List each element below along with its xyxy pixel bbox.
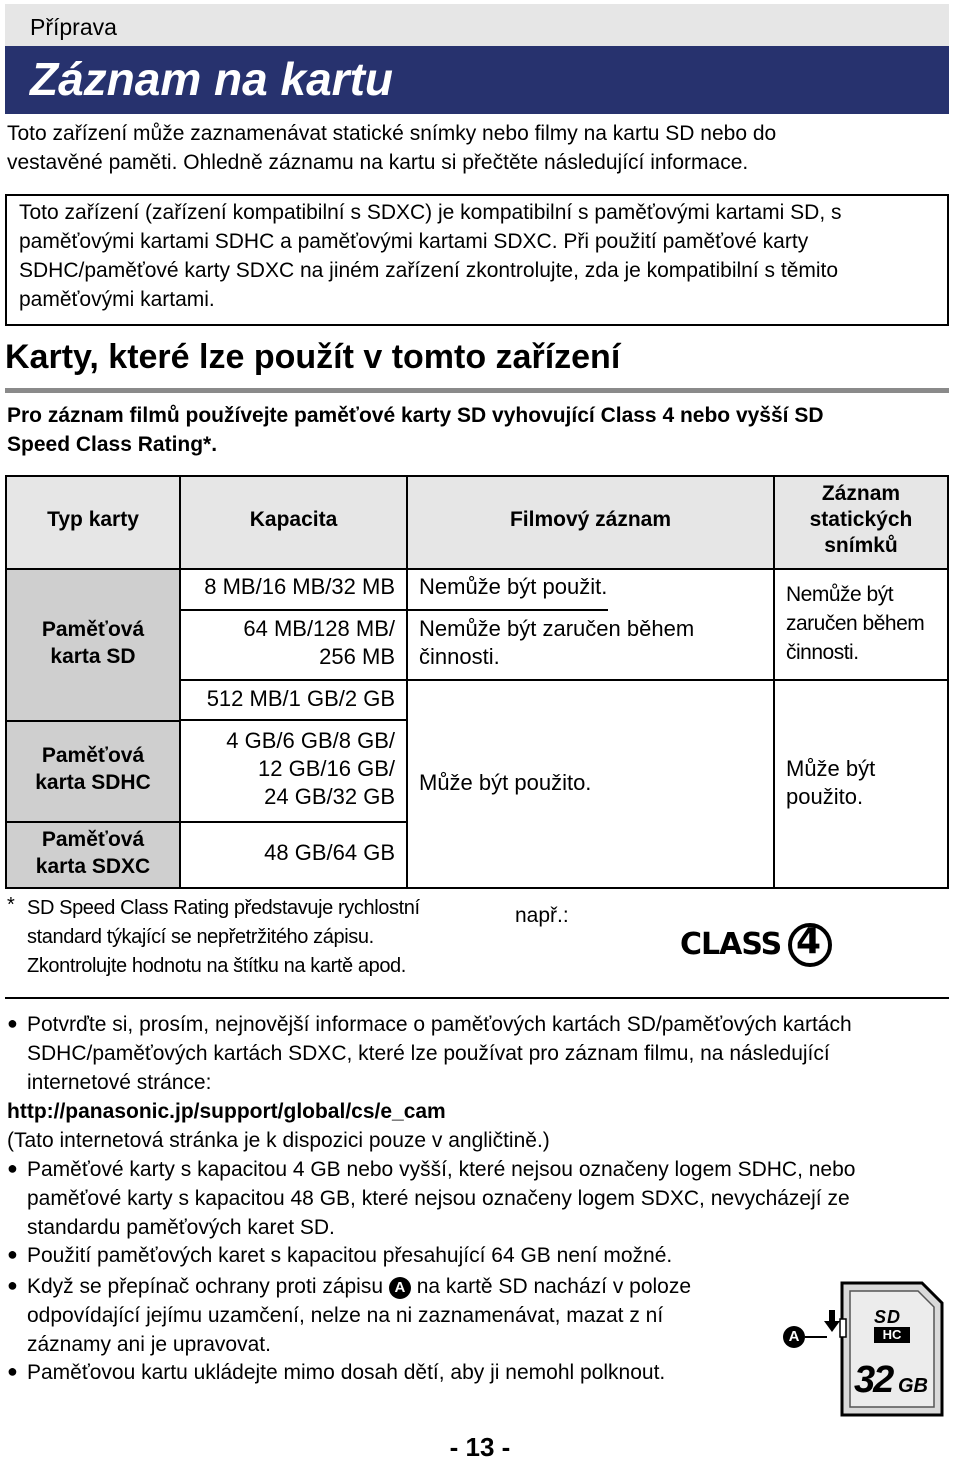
bullet-5-line-1: Paměťovou kartu ukládejte mimo dosah dětí, aby ji nemohl polknout. [27, 1361, 666, 1384]
card-marker-a-icon: A [783, 1326, 805, 1348]
marker-a-icon: A [389, 1277, 411, 1299]
card-sdhc-line-1: Paměťová [41, 744, 145, 767]
example-label: např.: [515, 904, 569, 927]
footnote-line-1: SD Speed Class Rating představuje rychlostní [27, 897, 420, 919]
bullet-4-dot: ● [7, 1275, 18, 1295]
lead-line-2: Speed Class Rating*. [7, 433, 218, 456]
footnote-line-2: standard týkající se nepřetržitého zápisu. [27, 926, 374, 948]
sdhc-logo-bottom: HC [874, 1327, 910, 1343]
still-cell-b2: použito. [786, 784, 864, 809]
card-sdhc-line-2: karta SDHC [35, 771, 151, 794]
class-logo-number: 4 [796, 921, 822, 962]
note-line-4: paměťovými kartami. [19, 288, 215, 311]
section-heading: Karty, které lze použít v tomto zařízení [5, 338, 621, 376]
header-type: Typ karty [47, 508, 139, 531]
header-still-3: snímků [824, 534, 898, 557]
card-sdxc-line-2: karta SDXC [35, 855, 151, 878]
movie-cell-1: Nemůže být použit. [419, 574, 608, 599]
sd-logo-top: SD [874, 1307, 902, 1327]
intro-line-2: vestavěné paměti. Ohledně záznamu na kartu si přečtěte následující informace. [7, 151, 749, 174]
bullet-1-line-2: SDHC/paměťových kartách SDXC, které lze používat pro záznam filmu, na následující [27, 1042, 830, 1065]
capacity-4c: 24 GB/32 GB [264, 784, 395, 809]
section-label: Příprava [30, 14, 117, 40]
sd-card-illustration [838, 1279, 946, 1419]
bullet-2-line-3: standardu paměťových karet SD. [27, 1216, 335, 1239]
header-movie: Filmový záznam [509, 508, 672, 531]
capacity-4a: 4 GB/6 GB/8 GB/ [226, 728, 395, 753]
bullet-1-line-3: internetové stránce: [27, 1071, 212, 1094]
capacity-4b: 12 GB/16 GB/ [258, 756, 395, 781]
support-url-link[interactable]: http://panasonic.jp/support/global/cs/e_cam [7, 1100, 446, 1123]
heading-rule [5, 388, 949, 393]
note-line-3: SDHC/paměťové karty SDXC na jiném zařízení zkontrolujte, zda je kompatibilní s těmito [19, 259, 839, 282]
note-line-1: Toto zařízení (zařízení kompatibilní s SDXC) je kompatibilní s paměťovými kartami SD, s [19, 201, 842, 224]
card-sd-line-1: Paměťová [41, 618, 145, 641]
movie-cell-3: Může být použito. [419, 770, 592, 795]
card-compatibility-table [5, 475, 949, 889]
bullet-1-line-1: Potvrďte si, prosím, nejnovější informace o paměťových kartách SD/paměťových kartách [27, 1013, 852, 1036]
bullet-3-line-1: Použití paměťových karet s kapacitou přesahující 64 GB není možné. [27, 1244, 673, 1267]
class-logo-text: CLASS [680, 927, 782, 962]
page-title: Záznam na kartu [30, 53, 393, 105]
bullet-5-dot: ● [7, 1361, 18, 1381]
movie-cell-2b: činnosti. [419, 644, 500, 669]
capacity-5: 48 GB/64 GB [264, 840, 395, 865]
header-still-1: Záznam [821, 482, 901, 505]
separator-rule [5, 997, 949, 999]
header-band [5, 4, 949, 46]
bullet-1-dot: ● [7, 1013, 18, 1033]
bullet-4-line-2: odpovídající jejímu uzamčení, nelze na ni zaznamenávat, mazat z ní [27, 1304, 664, 1327]
bullet-4-text-a: Když se přepínač ochrany proti zápisu [27, 1275, 384, 1298]
class-4-logo [680, 921, 835, 967]
still-cell-a2: zaručen během [786, 612, 925, 635]
capacity-2b: 256 MB [319, 644, 395, 669]
movie-cell-2a: Nemůže být zaručen během [419, 616, 695, 641]
page-number: - 13 - [449, 1432, 511, 1462]
marker-leader-line [805, 1336, 827, 1338]
card-sd-line-2: karta SD [50, 645, 136, 668]
lead-line-1: Pro záznam filmů používejte paměťové karty SD vyhovující Class 4 nebo vyšší SD [7, 404, 824, 427]
url-note: (Tato internetová stránka je k dispozici pouze v angličtině.) [7, 1129, 550, 1152]
footnote-star: * [7, 894, 15, 916]
bullet-2-dot: ● [7, 1158, 18, 1178]
bullet-3-dot: ● [7, 1244, 18, 1264]
header-capacity: Kapacita [249, 508, 338, 531]
note-line-2: paměťovými kartami SDHC a paměťovými kartami SDXC. Při použití paměťové karty [19, 230, 809, 253]
bullet-4-line-3: záznamy ani je upravovat. [27, 1333, 271, 1356]
capacity-1: 8 MB/16 MB/32 MB [204, 574, 395, 599]
sd-capacity-number: 32 [854, 1359, 893, 1401]
bullet-2-line-1: Paměťové karty s kapacitou 4 GB nebo vyšší, které nejsou označeny logem SDHC, nebo [27, 1158, 856, 1181]
still-cell-a3: činnosti. [786, 641, 859, 664]
capacity-2a: 64 MB/128 MB/ [243, 616, 395, 641]
bullet-4-text-b: na kartě SD nachází v poloze [416, 1275, 692, 1298]
card-sdxc-line-1: Paměťová [41, 828, 145, 851]
sd-capacity-unit: GB [898, 1375, 928, 1397]
still-cell-b1: Může být [786, 756, 876, 781]
capacity-3: 512 MB/1 GB/2 GB [206, 686, 395, 711]
still-cell-a1: Nemůže být [786, 583, 894, 606]
footnote-line-3: Zkontrolujte hodnotu na štítku na kartě apod. [27, 955, 406, 977]
intro-line-1: Toto zařízení může zaznamenávat statické snímky nebo filmy na kartu SD nebo do [7, 122, 777, 145]
header-still-2: statických [809, 508, 913, 531]
bullet-2-line-2: paměťové karty s kapacitou 48 GB, které nejsou označeny logem SDXC, nevycházejí ze [27, 1187, 850, 1210]
bullet-4-line-1 [27, 1272, 691, 1301]
